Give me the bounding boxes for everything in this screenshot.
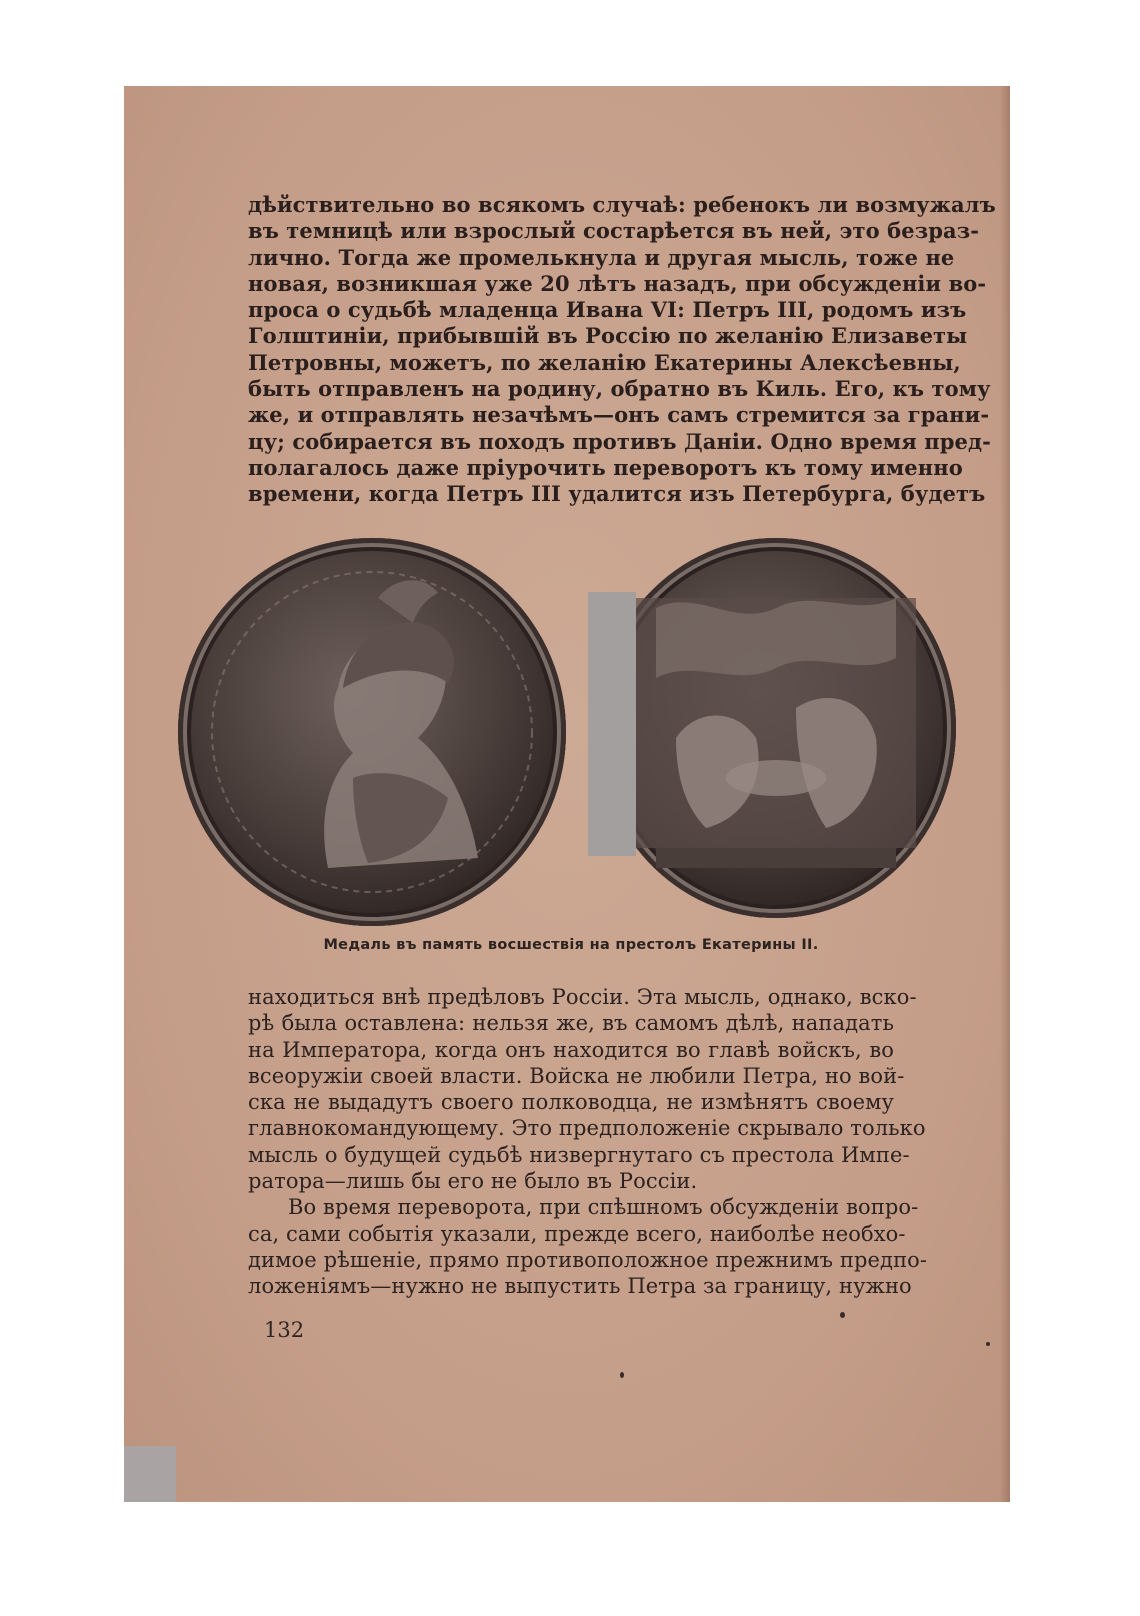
text-line: рѣ была оставлена: нельзя же, въ самомъ дѣлѣ, нападать [248, 1011, 894, 1036]
text-line: въ темницѣ или взрослый состарѣется въ ней, это безраз- [248, 218, 980, 244]
text-line: быть отправленъ на родину, обратно въ Киль. Его, къ тому [248, 376, 991, 402]
text-line: проса о судьбѣ младенца Ивана VI: Петръ III, родомъ изъ [248, 297, 967, 323]
figure-caption: Медаль въ память восшествія на престолъ Екатерины II. [323, 937, 819, 953]
text-line: находиться внѣ предѣловъ Россіи. Эта мысль, однако, вско- [248, 985, 917, 1009]
scanned-page [124, 86, 1010, 1502]
medal-reverse-image [596, 538, 956, 918]
text-line: ратора—лишь бы его не было въ Россіи. [248, 1169, 698, 1194]
text-line: времени, когда Петръ III удалится изъ Петербурга, будетъ [248, 481, 986, 507]
page-edge-shadow [1000, 86, 1010, 1502]
text-line: Во время переворота, при спѣшномъ обсужденіи вопро- [288, 1195, 919, 1220]
text-line: лично. Тогда же промелькнула и другая мысль, тоже не [248, 244, 955, 270]
ink-speck [986, 1342, 990, 1346]
text-line: дѣйствительно во всякомъ случаѣ: ребенокъ ли возмужалъ [248, 192, 996, 217]
ink-speck [840, 1312, 845, 1318]
scan-corner-patch [124, 1446, 176, 1502]
text-line: ложеніямъ—нужно не выпустить Петра за границу, нужно [248, 1274, 912, 1299]
text-line: же, и отправлять незачѣмъ—онъ самъ стремится за грани- [248, 402, 990, 428]
text-line: димое рѣшеніе, прямо противоположное прежнимъ предпо- [248, 1247, 928, 1272]
page-number: 132 [264, 1318, 305, 1342]
text-line: са, сами событія указали, прежде всего, наиболѣе необхо- [248, 1221, 906, 1246]
text-line: ска не выдадутъ своего полководца, не измѣнятъ своему [248, 1090, 894, 1115]
text-line: мысль о будущей судьбѣ низвергнутаго съ престола Импе- [248, 1142, 910, 1167]
text-line: Голштиніи, прибывшій въ Россію по желанію Елизаветы [248, 323, 968, 349]
top-paragraph [248, 192, 996, 508]
text-line: главнокомандующему. Это предположеніе скрывало только [248, 1116, 926, 1141]
text-line: цу; собирается въ походъ противъ Даніи. Одно время пред- [248, 428, 991, 454]
portrait-illustration [178, 538, 566, 926]
text-line: на Императора, когда онъ находится во главѣ войскъ, во [248, 1037, 894, 1062]
ink-speck [620, 1372, 624, 1378]
text-line: Петровны, можетъ, по желанію Екатерины Алексѣевны, [248, 349, 961, 375]
text-line: полагалось даже пріурочить переворотъ къ тому именно [248, 454, 963, 480]
medal-obverse-image [178, 538, 566, 926]
bottom-paragraphs [248, 984, 928, 1300]
text-line: всеоружіи своей власти. Войска не любили Петра, но вой- [248, 1063, 905, 1088]
allegory-illustration [596, 538, 956, 918]
scan-artifact-patch [588, 592, 636, 856]
text-line: новая, возникшая уже 20 лѣтъ назадъ, при обсужденіи во- [248, 270, 987, 296]
